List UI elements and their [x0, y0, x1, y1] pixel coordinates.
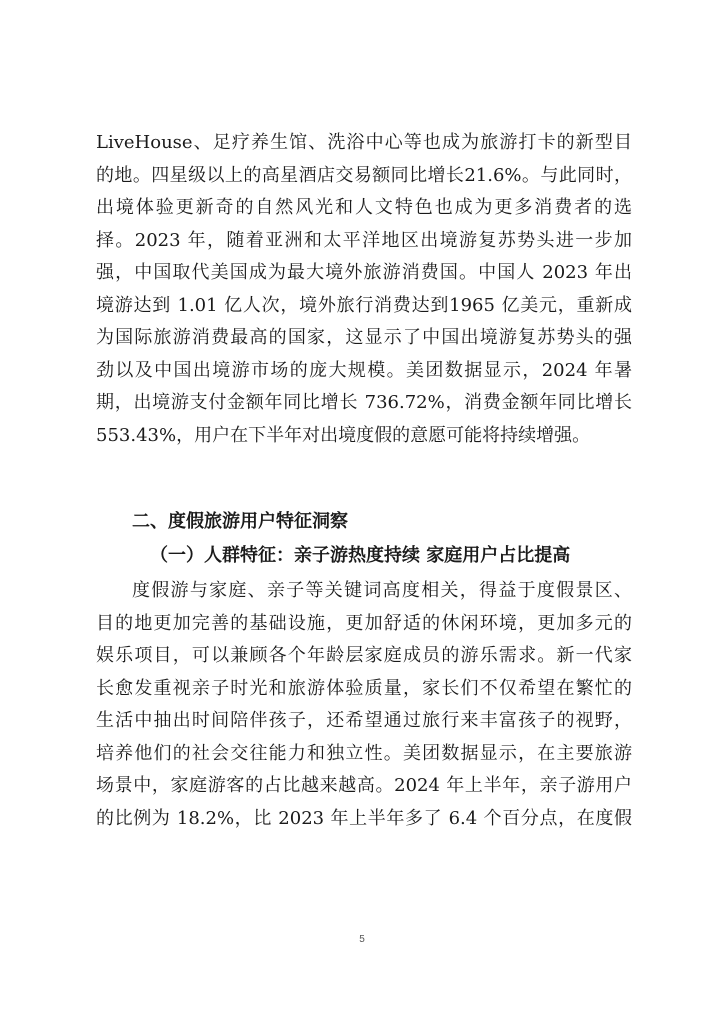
text-line: 长愈发重视亲子时光和旅游体验质量，家长们不仅希望在繁忙的 — [96, 677, 632, 699]
text-line: 境游达到 1.01 亿人次，境外旅行消费达到1965 亿美元，重新成 — [96, 294, 632, 316]
paragraph-family-travel — [96, 575, 632, 835]
text-line: 强，中国取代美国成为最大境外旅游消费国。中国人 2023 年出 — [96, 262, 632, 283]
text-line: 培养他们的社会交往能力和独立性。美团数据显示，在主要旅游 — [96, 742, 632, 764]
text-line: 生活中抽出时间陪伴孩子，还希望通过旅行来丰富孩子的视野， — [96, 710, 632, 731]
text-line: 的比例为 18.2%，比 2023 年上半年多了 6.4 个百分点，在度假 — [96, 807, 632, 829]
text-line: 553.43%，用户在下半年对出境度假的意愿可能将持续增强。 — [96, 424, 591, 446]
text-line: 劲以及中国出境游市场的庞大规模。美团数据显示，2024 年暑 — [96, 359, 632, 381]
text-line: 择。2023 年，随着亚洲和太平洋地区出境游复苏势头进一步加 — [96, 229, 632, 251]
page-number: 5 — [359, 934, 365, 945]
text-line: 度假游与家庭、亲子等关键词高度相关，得益于度假景区、 — [132, 580, 632, 601]
paragraph-outbound-travel — [96, 127, 632, 452]
text-line: 期，出境游支付金额年同比增长 736.72%，消费金额年同比增长 — [96, 392, 632, 413]
section-heading: 二、度假旅游用户特征洞察 — [132, 511, 348, 532]
text-line: 为国际旅游消费最高的国家，这显示了中国出境游复苏势头的强 — [96, 327, 632, 348]
text-line: 娱乐项目，可以兼顾各个年龄层家庭成员的游乐需求。新一代家 — [96, 645, 632, 666]
subsection-heading: （一）人群特征：亲子游热度持续 家庭用户占比提高 — [150, 545, 571, 566]
text-line: LiveHouse、足疗养生馆、洗浴中心等也成为旅游打卡的新型目 — [96, 132, 632, 153]
text-line: 出境体验更新奇的自然风光和人文特色也成为更多消费者的选 — [96, 197, 632, 218]
text-line: 目的地更加完善的基础设施，更加舒适的休闲环境，更加多元的 — [96, 612, 632, 634]
text-line: 场景中，家庭游客的占比越来越高。2024 年上半年，亲子游用户 — [96, 775, 632, 796]
text-line: 的地。四星级以上的高星酒店交易额同比增长21.6%。与此同时， — [96, 164, 632, 186]
